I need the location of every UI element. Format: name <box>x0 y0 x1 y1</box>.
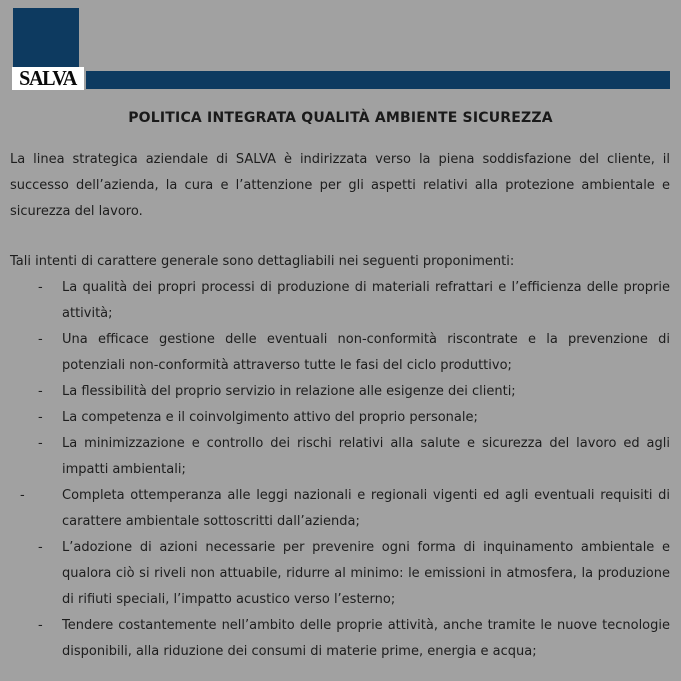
bullet-dash: - <box>38 540 43 555</box>
list-item-text: Tendere costantemente nell’ambito delle proprie attività, anche tramite le nuove tecnologie disponibili, alla riduzione dei consumi di materie prime, energia e acqua; <box>62 618 670 659</box>
list-item <box>10 379 670 405</box>
list-item-text: L’adozione di azioni necessarie per prevenire ogni forma di inquinamento ambientale e qualora ciò si riveli non attuabile, ridurre al minimo: le emissioni in atmosfera, la produzione di rifiuti speciali, l’impatto acustico verso l’esterno; <box>62 540 670 607</box>
page-title: POLITICA INTEGRATA QUALITÀ AMBIENTE SICUREZZA <box>128 110 553 126</box>
policy-list <box>10 275 670 665</box>
list-item-text: La competenza e il coinvolgimento attivo del proprio personale; <box>62 410 478 425</box>
list-item <box>10 275 670 327</box>
salva-logo-wordmark <box>12 67 84 90</box>
bullet-dash: - <box>38 280 43 295</box>
bullet-dash: - <box>38 436 43 451</box>
list-item-text: Una efficace gestione delle eventuali non-conformità riscontrate e la prevenzione di potenziali non-conformità attraverso tutte le fasi del ciclo produttivo; <box>62 332 670 373</box>
intro-paragraph: La linea strategica aziendale di SALVA è indirizzata verso la piena soddisfazione del cliente, il successo dell’azienda, la cura e l’attenzione per gli aspetti relativi alla protezione ambientale e sicurezza del lavoro. <box>10 152 670 219</box>
bullet-dash: - <box>20 488 25 503</box>
letterhead <box>0 0 681 95</box>
brand-bar <box>86 71 670 89</box>
list-item <box>10 483 670 535</box>
salva-logo-mark <box>13 8 79 67</box>
bullet-dash: - <box>38 410 43 425</box>
list-item-text: La qualità dei propri processi di produzione di materiali refrattari e l’efficienza delle proprie attività; <box>62 280 670 321</box>
bullet-dash: - <box>38 332 43 347</box>
bullet-dash: - <box>38 384 43 399</box>
list-item <box>10 613 670 665</box>
bullet-dash: - <box>38 618 43 633</box>
list-item-text: La flessibilità del proprio servizio in relazione alle esigenze dei clienti; <box>62 384 516 399</box>
list-item <box>10 535 670 613</box>
list-item-text: La minimizzazione e controllo dei rischi relativi alla salute e sicurezza del lavoro ed agli impatti ambientali; <box>62 436 670 477</box>
list-item <box>10 405 670 431</box>
list-intro: Tali intenti di carattere generale sono dettagliabili nei seguenti proponimenti: <box>10 254 515 269</box>
list-item <box>10 327 670 379</box>
list-item-text: Completa ottemperanza alle leggi nazionali e regionali vigenti ed agli eventuali requisiti di carattere ambientale sottoscritti dall’azienda; <box>62 488 670 529</box>
logo-text: SALVA <box>19 67 77 90</box>
list-item <box>10 431 670 483</box>
